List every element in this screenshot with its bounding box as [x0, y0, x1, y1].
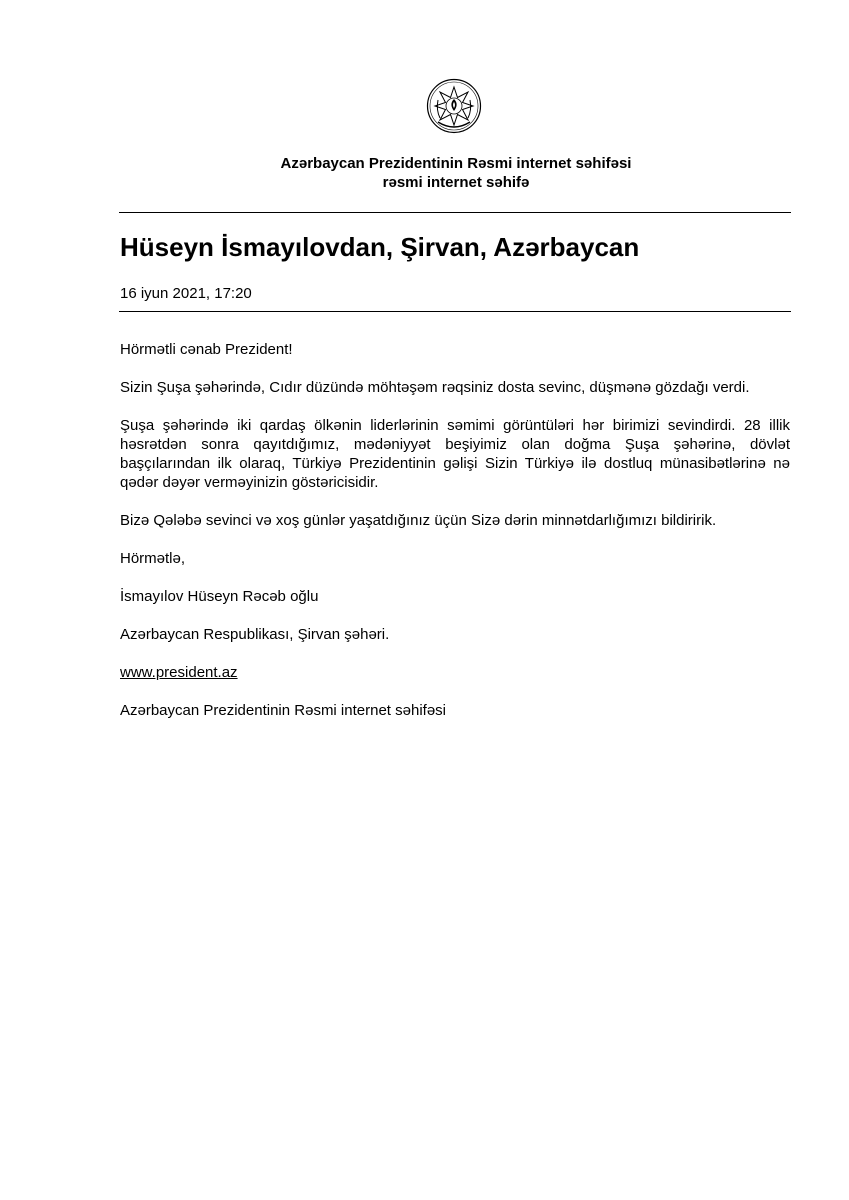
title-divider — [119, 311, 791, 312]
footer-site-name: Azərbaycan Prezidentinin Rəsmi internet səhifəsi — [120, 702, 446, 719]
body-paragraph: Bizə Qələbə sevinci və xoş günlər yaşatdığınız üçün Sizə dərin minnətdarlığımızı bildiririk. — [120, 512, 717, 529]
closing-paragraph: Hörmətlə, — [120, 550, 186, 567]
site-name: Azərbaycan Prezidentinin Rəsmi internet səhifəsi — [280, 155, 632, 172]
article-body — [120, 340, 790, 739]
president-site-link[interactable]: www.president.az — [120, 664, 238, 681]
article-title: Hüseyn İsmayılovdan, Şirvan, Azərbaycan — [120, 232, 640, 262]
article-date: 16 iyun 2021, 17:20 — [120, 285, 252, 302]
signature-location: Azərbaycan Respublikası, Şirvan şəhəri. — [120, 626, 390, 643]
site-header — [120, 154, 792, 192]
site-subtitle: rəsmi internet səhifə — [382, 174, 530, 191]
greeting-paragraph: Hörmətli cənab Prezident! — [120, 341, 293, 358]
azerbaijan-state-emblem-icon — [426, 78, 482, 134]
header-divider — [119, 212, 791, 213]
body-paragraph: Sizin Şuşa şəhərində, Cıdır düzündə möhtəşəm rəqsiniz dosta sevinc, düşmənə gözdağı verdi. — [120, 379, 750, 396]
body-paragraph: Şuşa şəhərində iki qardaş ölkənin liderlərinin səmimi görüntüləri hər birimizi sevindirdi. 28 illik həsrətdən sonra qayıtdığımız, mədəniyyət beşiyimiz olan doğma Şuşa şəhərinə, dövlət başçılarından ilk olaraq, Türkiyə Prezidentinin gəlişi Sizin Türkiyə ilə dostluq münasibətlərinə nə qədər dəyər verməyinizin göstəricisidir. — [120, 417, 790, 491]
footer-link-paragraph — [120, 663, 790, 682]
signature-name: İsmayılov Hüseyn Rəcəb oğlu — [120, 588, 319, 605]
